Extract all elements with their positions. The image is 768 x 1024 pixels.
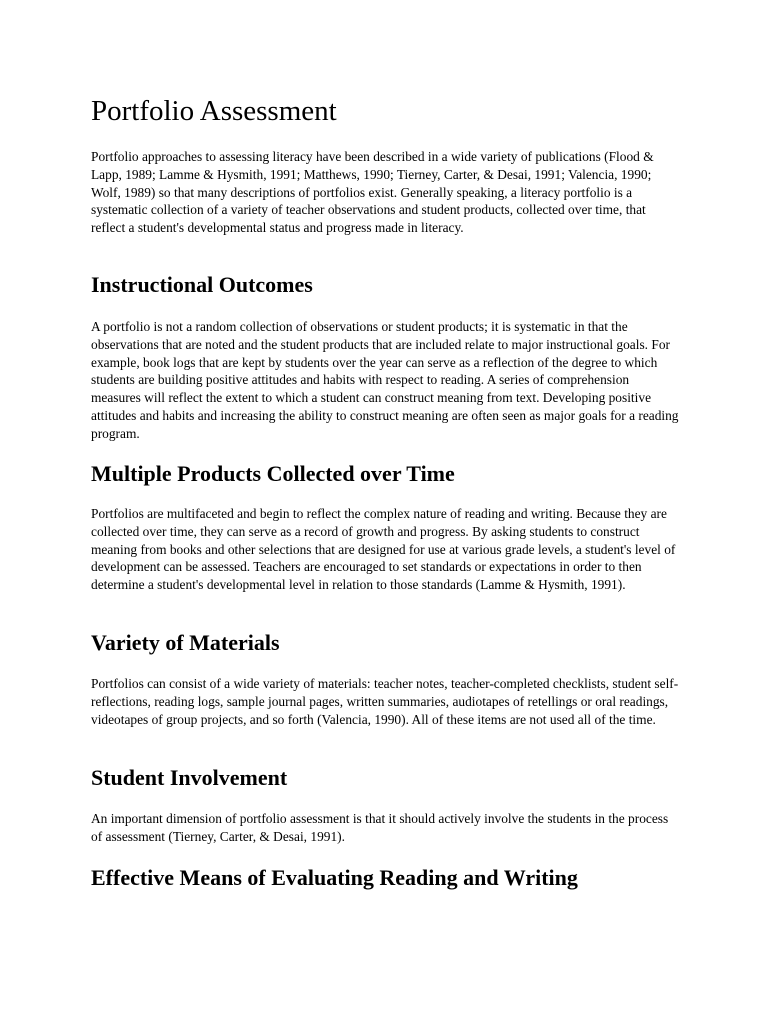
heading-effective-means: Effective Means of Evaluating Reading and Writing bbox=[91, 865, 578, 890]
heading-variety-of-materials: Variety of Materials bbox=[91, 630, 280, 655]
heading-multiple-products: Multiple Products Collected over Time bbox=[91, 461, 455, 486]
paragraph-multiple-products: Portfolios are multifaceted and begin to reflect the complex nature of reading and writing. Because they are collected over time, they can serve as a record of growth and progress. By asking students to construct meaning from books and other selections that are designed for use at various grade levels, a student's level of development can be assessed. Teachers are encouraged to set standards or expectations in order to then determine a student's developmental level in relation to those standards (Lamme & Hysmith, 1991). bbox=[91, 506, 676, 593]
paragraph-instructional-outcomes: A portfolio is not a random collection of observations or student products; it is systematic in that the observations that are noted and the student products that are included relate to major instructional goals. For example, book logs that are kept by students over the year can serve as a reflection of the degree to which students are building positive attitudes and habits with respect to reading. A series of comprehension measures will reflect the extent to which a student can construct meaning from text. Developing positive attitudes and habits and increasing the ability to construct meaning are often seen as major goals for a reading program. bbox=[91, 319, 679, 441]
paragraph-student-involvement: An important dimension of portfolio assessment is that it should actively involve the students in the process of assessment (Tierney, Carter, & Desai, 1991). bbox=[91, 811, 669, 844]
paragraph-variety-of-materials: Portfolios can consist of a wide variety of materials: teacher notes, teacher-completed checklists, student self- reflections, reading logs, sample journal pages, written summaries, audiotapes of retellings or oral readings, videotapes of group projects, and so forth (Valencia, 1990). All of these items are not used all of the time. bbox=[91, 676, 679, 727]
page-title: Portfolio Assessment bbox=[91, 95, 337, 127]
intro-paragraph: Portfolio approaches to assessing literacy have been described in a wide variety of publications (Flood & Lapp, 1989; Lamme & Hysmith, 1991; Matthews, 1990; Tierney, Carter, & Desai, 1991; Valencia, 1990; Wolf, 1989) so that many descriptions of portfolios exist. Generally speaking, a literacy portfolio is a systematic collection of a variety of teacher observations and student products, collected over time, that reflect a student's developmental status and progress made in literacy. bbox=[91, 149, 654, 236]
heading-instructional-outcomes: Instructional Outcomes bbox=[91, 272, 313, 297]
heading-student-involvement: Student Involvement bbox=[91, 765, 288, 790]
